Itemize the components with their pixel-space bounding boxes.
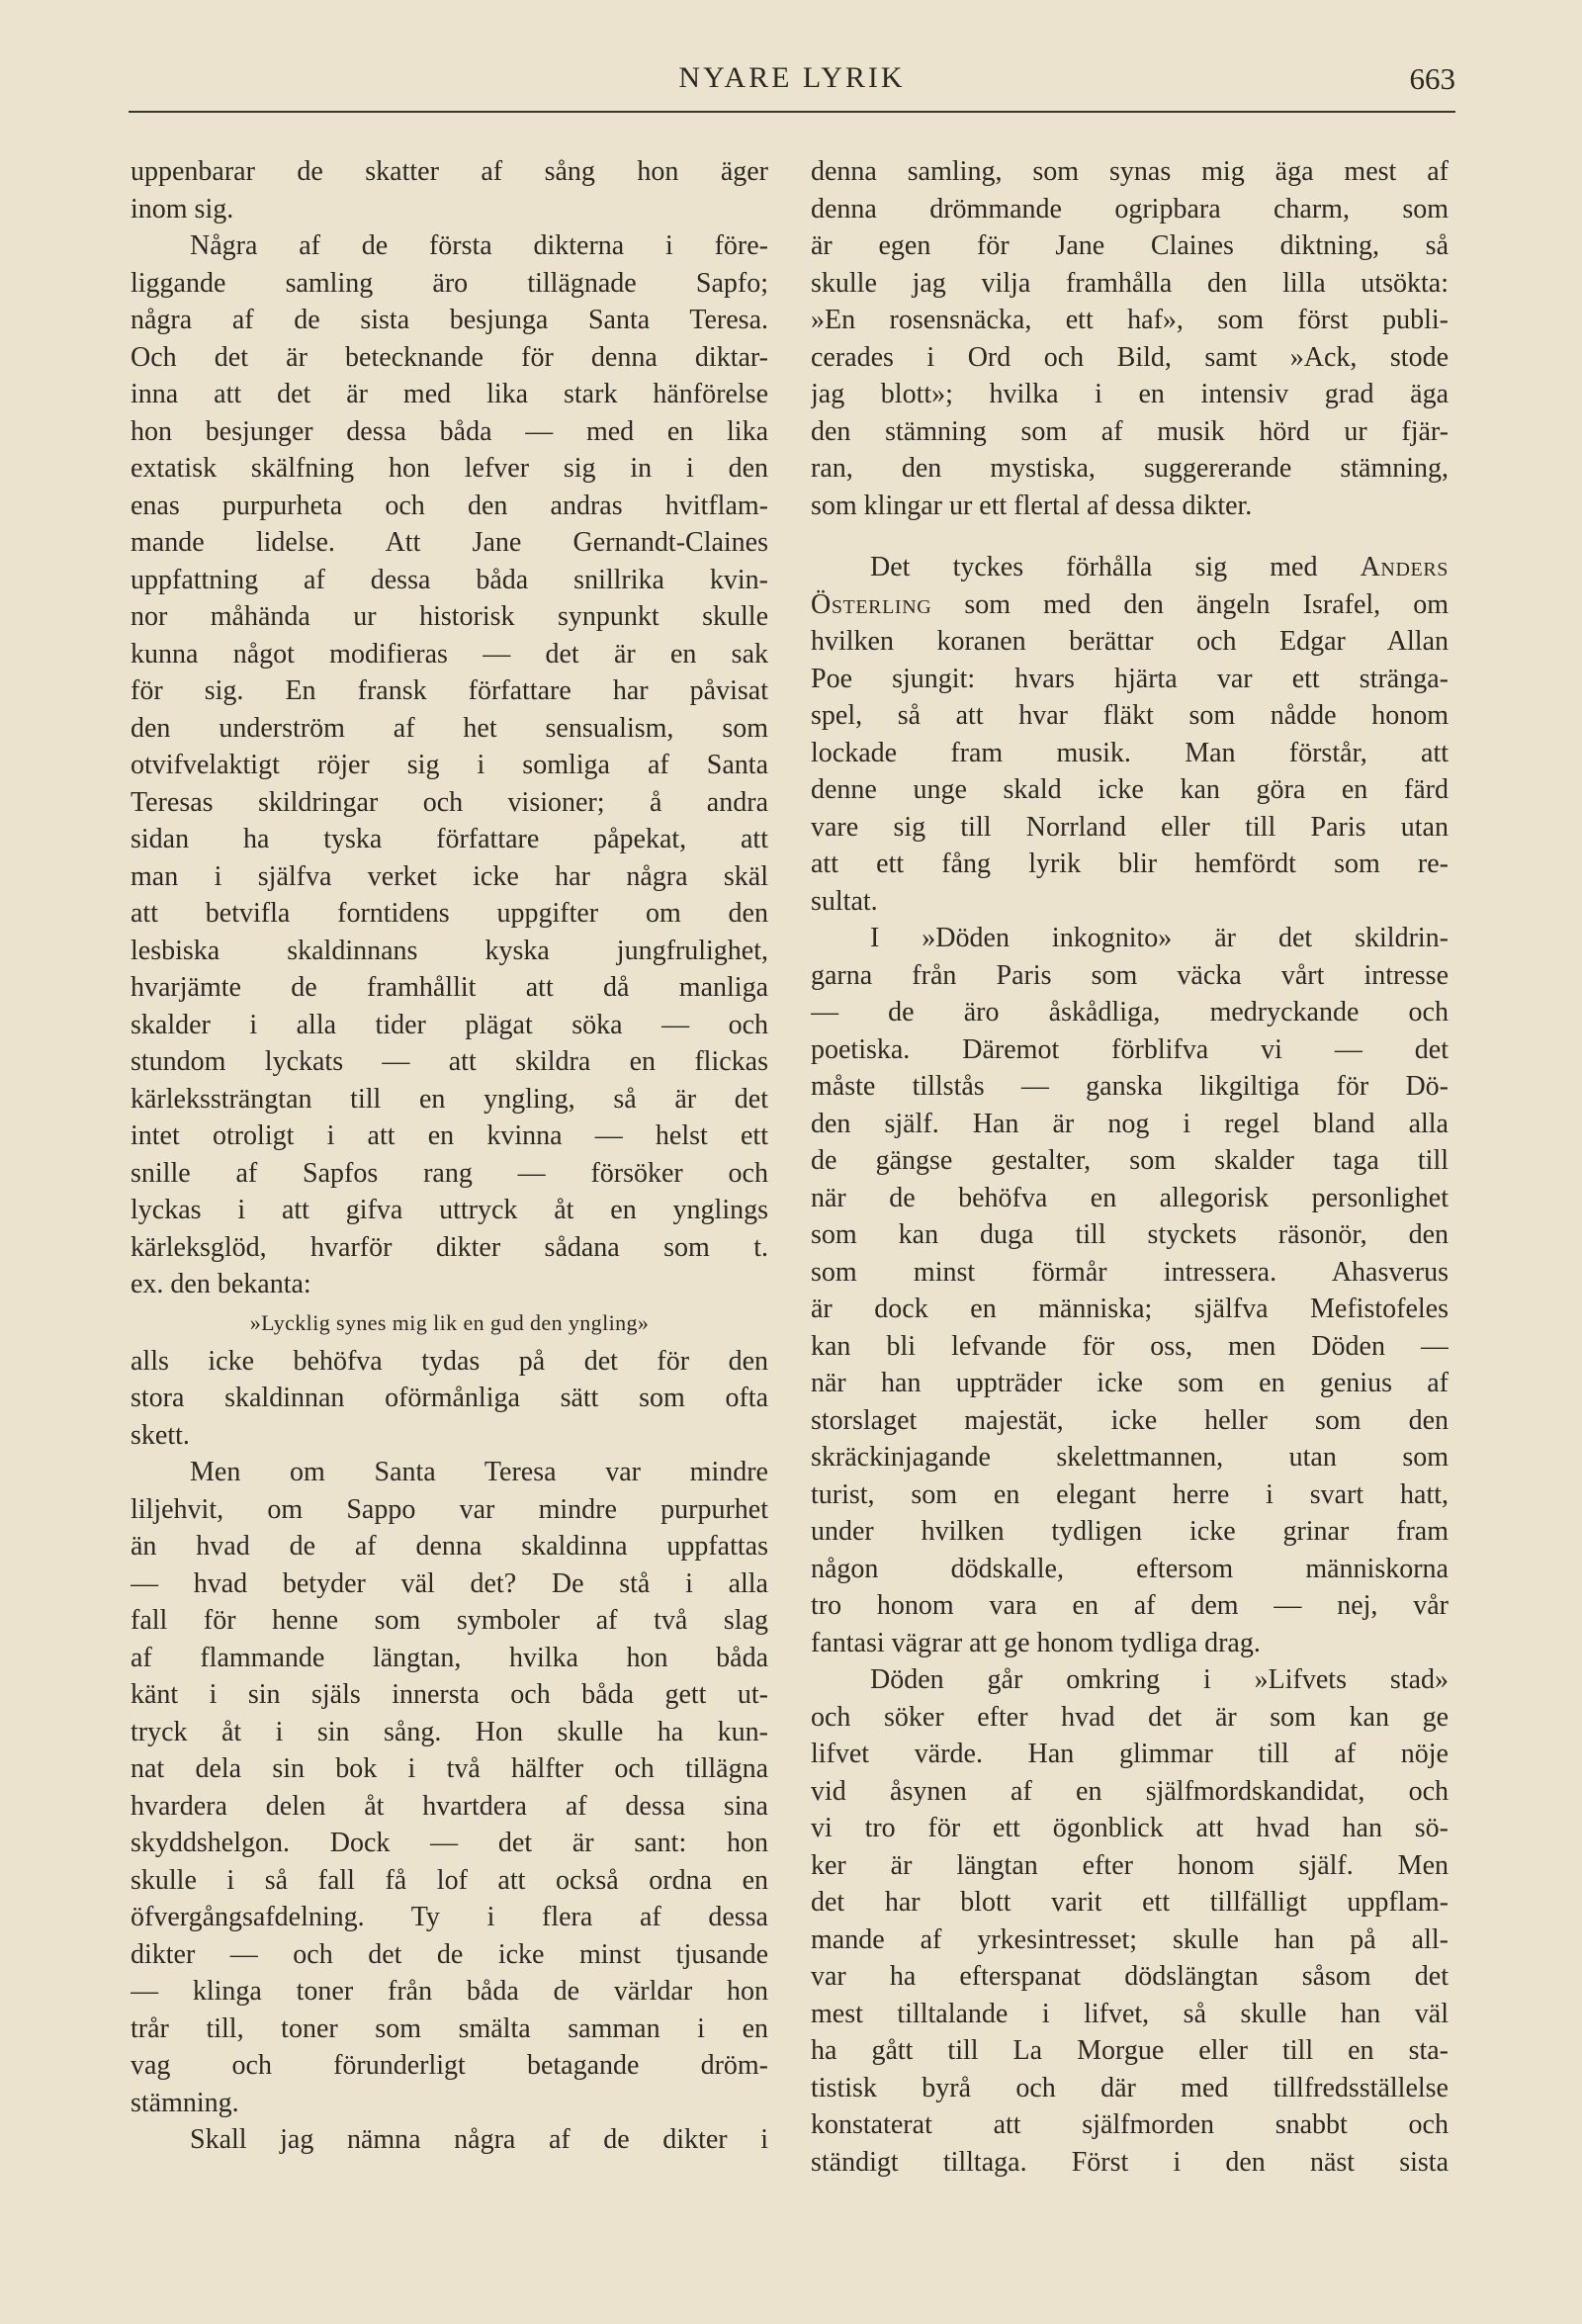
line-text: som med den ängeln Israfel, om (964, 588, 1449, 620)
text-line: inom sig. (131, 193, 234, 224)
text-line: är dock en människa; själfva Mefistofeles (811, 1294, 1449, 1324)
text-line: skräckinjagande skelettmannen, utan som (811, 1442, 1449, 1473)
text-line: skalder i alla tider plägat söka — och (131, 1009, 768, 1040)
text-line: ha gått till La Morgue eller till en sta- (811, 2035, 1449, 2066)
text-line: lockade fram musik. Man förstår, att (811, 737, 1449, 768)
text-line: lifvet värde. Han glimmar till af nöje (811, 1739, 1449, 1769)
text-line: lyckas i att gifva uttryck åt en ynglings (131, 1195, 768, 1225)
text-line: kunna något modifieras — det är en sak (131, 638, 768, 670)
text-line: hvardera delen åt hvartdera af dessa sina (131, 1790, 768, 1822)
text-line: känt i sin själs innersta och båda gett ut- (131, 1679, 768, 1710)
text-line: det har blott varit ett tillfälligt uppflam- (811, 1887, 1449, 1918)
text-line: nor måhända ur historisk synpunkt skulle (131, 601, 768, 632)
text-line: Och det är betecknande för denna diktar- (131, 341, 768, 373)
author-name: Österling (811, 588, 932, 620)
text-line: skulle jag vilja framhålla den lilla utsökta: (811, 267, 1449, 299)
text-line: Skall jag nämna några af de dikter i (190, 2124, 768, 2155)
text-line: skett. (131, 1419, 190, 1451)
text-line: otvifvelaktigt röjer sig i somliga af Santa (131, 750, 768, 780)
text-line: att ett fång lyrik blir hemfördt som re- (811, 849, 1449, 879)
text-line: liljehvit, om Sappo var mindre purpurhet (131, 1493, 768, 1525)
text-line: kan bli lefvande för oss, men Döden — (811, 1330, 1449, 1362)
text-line: snille af Sapfos rang — försöker och (131, 1157, 768, 1189)
text-line: af flammande längtan, hvilka hon båda (131, 1642, 768, 1673)
line-text: Det tyckes förhålla sig med (870, 552, 1318, 582)
text-line: vi tro för ett ögonblick att hvad han sö- (811, 1813, 1449, 1843)
text-line: och söker efter hvad det är som kan ge (811, 1701, 1449, 1733)
text-line: I »Döden inkognito» är det skildrin- (870, 923, 1449, 953)
text-line: att betvifla forntidens uppgifter om den (131, 898, 768, 929)
page-number: 663 (1409, 61, 1455, 96)
text-line: som klingar ur ett flertal af dessa dikter. (811, 490, 1253, 521)
text-line: stämning. (131, 2087, 239, 2118)
text-line: vag och förunderligt betagande dröm- (131, 2050, 768, 2081)
text-line: Några af de första dikterna i före- (190, 230, 768, 261)
text-line: när han uppträder icke som en genius af (811, 1368, 1449, 1398)
text-line (811, 586, 1449, 624)
text-line: enas purpurheta och den andras hvitflam- (131, 490, 768, 521)
text-line: Men om Santa Teresa var mindre (190, 1457, 768, 1487)
text-line: — hvad betyder väl det? De stå i alla (131, 1567, 768, 1599)
text-line: jag blott»; hvilka i en intensiv grad äga (811, 379, 1449, 409)
text-line: poetiska. Däremot förblifva vi — det (811, 1033, 1449, 1065)
text-line: som minst förmår intressera. Ahasverus (811, 1256, 1449, 1288)
text-line: — de äro åskådliga, medryckande och (811, 997, 1449, 1028)
text-line: den underström af het sensualism, som (131, 712, 768, 744)
text-line: ex. den bekanta: (131, 1269, 311, 1299)
text-line: storslaget majestät, icke heller som den (811, 1404, 1449, 1436)
text-line: ran, den mystiska, suggererande stämning, (811, 453, 1449, 484)
text-line: under hvilken tydligen icke grinar fram (811, 1516, 1449, 1547)
text-line: man i själfva verket icke har några skäl (131, 860, 768, 892)
text-line: fantasi vägrar att ge honom tydliga drag. (811, 1627, 1261, 1658)
text-line: vid åsynen af en själfmordskandidat, och (811, 1775, 1449, 1807)
text-line: intet otroligt i att en kvinna — helst ett (131, 1120, 768, 1151)
text-line: hvilken koranen berättar och Edgar Allan (811, 626, 1449, 657)
text-line: »En rosensnäcka, ett haf», som först publi- (811, 305, 1449, 335)
text-line: uppfattning af dessa båda snillrika kvin- (131, 564, 768, 595)
text-line: är egen för Jane Claines diktning, så (811, 230, 1449, 261)
text-line: vare sig till Norrland eller till Paris utan (811, 811, 1449, 843)
author-name: Anders (1360, 552, 1449, 582)
text-line: fall för henne som symboler af två slag (131, 1605, 768, 1636)
text-line: de gängse gestalter, som skalder taga till (811, 1145, 1449, 1176)
text-line: sidan ha tyska författare påpekat, att (131, 824, 768, 854)
text-line: några af de sista besjunga Santa Teresa. (131, 305, 768, 335)
text-line: Poe sjungit: hvars hjärta var ett stränga- (811, 663, 1449, 694)
text-line: någon dödskalle, eftersom människorna (811, 1553, 1449, 1584)
header-rule (129, 111, 1455, 113)
text-line: hvarjämte de framhållit att då manliga (131, 972, 768, 1003)
text-line: mande lidelse. Att Jane Gernandt-Claines (131, 527, 768, 558)
text-line: tryck åt i sin sång. Hon skulle ha kun- (131, 1716, 768, 1747)
text-line: cerades i Ord och Bild, samt »Ack, stode (811, 341, 1449, 373)
text-line: som kan duga till styckets räsonör, den (811, 1219, 1449, 1250)
text-line: stundom lyckats — att skildra en flickas (131, 1046, 768, 1077)
text-line: ker är längtan efter honom själf. Men (811, 1849, 1449, 1881)
text-line: den stämning som af musik hörd ur fjär- (811, 415, 1449, 447)
text-line: liggande samling äro tillägnade Sapfo; (131, 267, 768, 299)
text-line: den själf. Han är nog i regel bland alla (811, 1108, 1449, 1139)
text-line: när de behöfva en allegorisk personlighet (811, 1182, 1449, 1213)
text-line: dikter — och det de icke minst tjusande (131, 1938, 768, 1970)
text-line: stora skaldinnan oförmånliga sätt som ofta (131, 1383, 768, 1413)
text-line: måste tillstås — ganska likgiltiga för Dö- (811, 1071, 1449, 1102)
text-line: kärlekssträngtan till en yngling, så är det (131, 1083, 768, 1115)
text-line: extatisk skälfning hon lefver sig in i den (131, 453, 768, 484)
text-line: denna drömmande ogripbara charm, som (811, 193, 1449, 224)
text-line: konstaterat att själfmorden snabbt och (811, 2109, 1449, 2140)
text-line: sultat. (811, 885, 878, 917)
text-line: Döden går omkring i »Lifvets stad» (870, 1664, 1449, 1695)
text-line: trår till, toner som smälta samman i en (131, 2012, 768, 2044)
page-header (129, 61, 1455, 105)
text-line: nat dela sin bok i två hälfter och tillägna (131, 1753, 768, 1784)
text-line: lesbiska skaldinnans kyska jungfrulighet, (131, 935, 768, 966)
text-line: skulle i så fall få lof att också ordna en (131, 1864, 768, 1896)
running-title: NYARE LYRIK (678, 61, 906, 94)
text-line: öfvergångsafdelning. Ty i flera af dessa (131, 1902, 768, 1932)
text-line: alls icke behöfva tydas på det för den (131, 1345, 768, 1377)
text-line: tro honom vara en af dem — nej, vår (811, 1590, 1449, 1621)
text-line: garna från Paris som väcka vårt intresse (811, 959, 1449, 991)
text-line (811, 549, 1449, 586)
quoted-verse: »Lycklig synes mig lik en gud den yngling» (249, 1309, 650, 1335)
text-line: — klinga toner från båda de världar hon (131, 1976, 768, 2007)
text-line: mande af yrkesintresset; skulle han på all- (811, 1923, 1449, 1955)
text-line: var ha efterspanat dödslängtan såsom det (811, 1961, 1449, 1992)
text-line: uppenbarar de skatter af sång hon äger (131, 156, 768, 187)
text-line: tistisk byrå och där med tillfredsställelse (811, 2072, 1449, 2103)
left-column (131, 153, 768, 2159)
paragraph-gap (811, 524, 1449, 549)
text-line: för sig. En fransk författare har påvisat (131, 675, 768, 706)
text-line: hon besjunger dessa båda — med en lika (131, 415, 768, 447)
text-line: denna samling, som synas mig äga mest af (811, 156, 1449, 187)
right-column (811, 153, 1449, 2181)
text-line: mest tilltalande i lifvet, så skulle han väl (811, 1998, 1449, 2029)
text-line: ständigt tilltaga. Först i den näst sista (811, 2146, 1449, 2178)
text-line: Teresas skildringar och visioner; å andra (131, 786, 768, 818)
text-line: denne unge skald icke kan göra en färd (811, 774, 1449, 805)
text-line: än hvad de af denna skaldinna uppfattas (131, 1531, 768, 1562)
text-line: kärleksglöd, hvarför dikter sådana som t. (131, 1231, 768, 1263)
text-line: inna att det är med lika stark hänförelse (131, 379, 768, 409)
text-line: skyddshelgon. Dock — det är sant: hon (131, 1828, 768, 1858)
text-line: turist, som en elegant herre i svart hatt, (811, 1478, 1449, 1510)
text-line: spel, så att hvar fläkt som nådde honom (811, 700, 1449, 731)
